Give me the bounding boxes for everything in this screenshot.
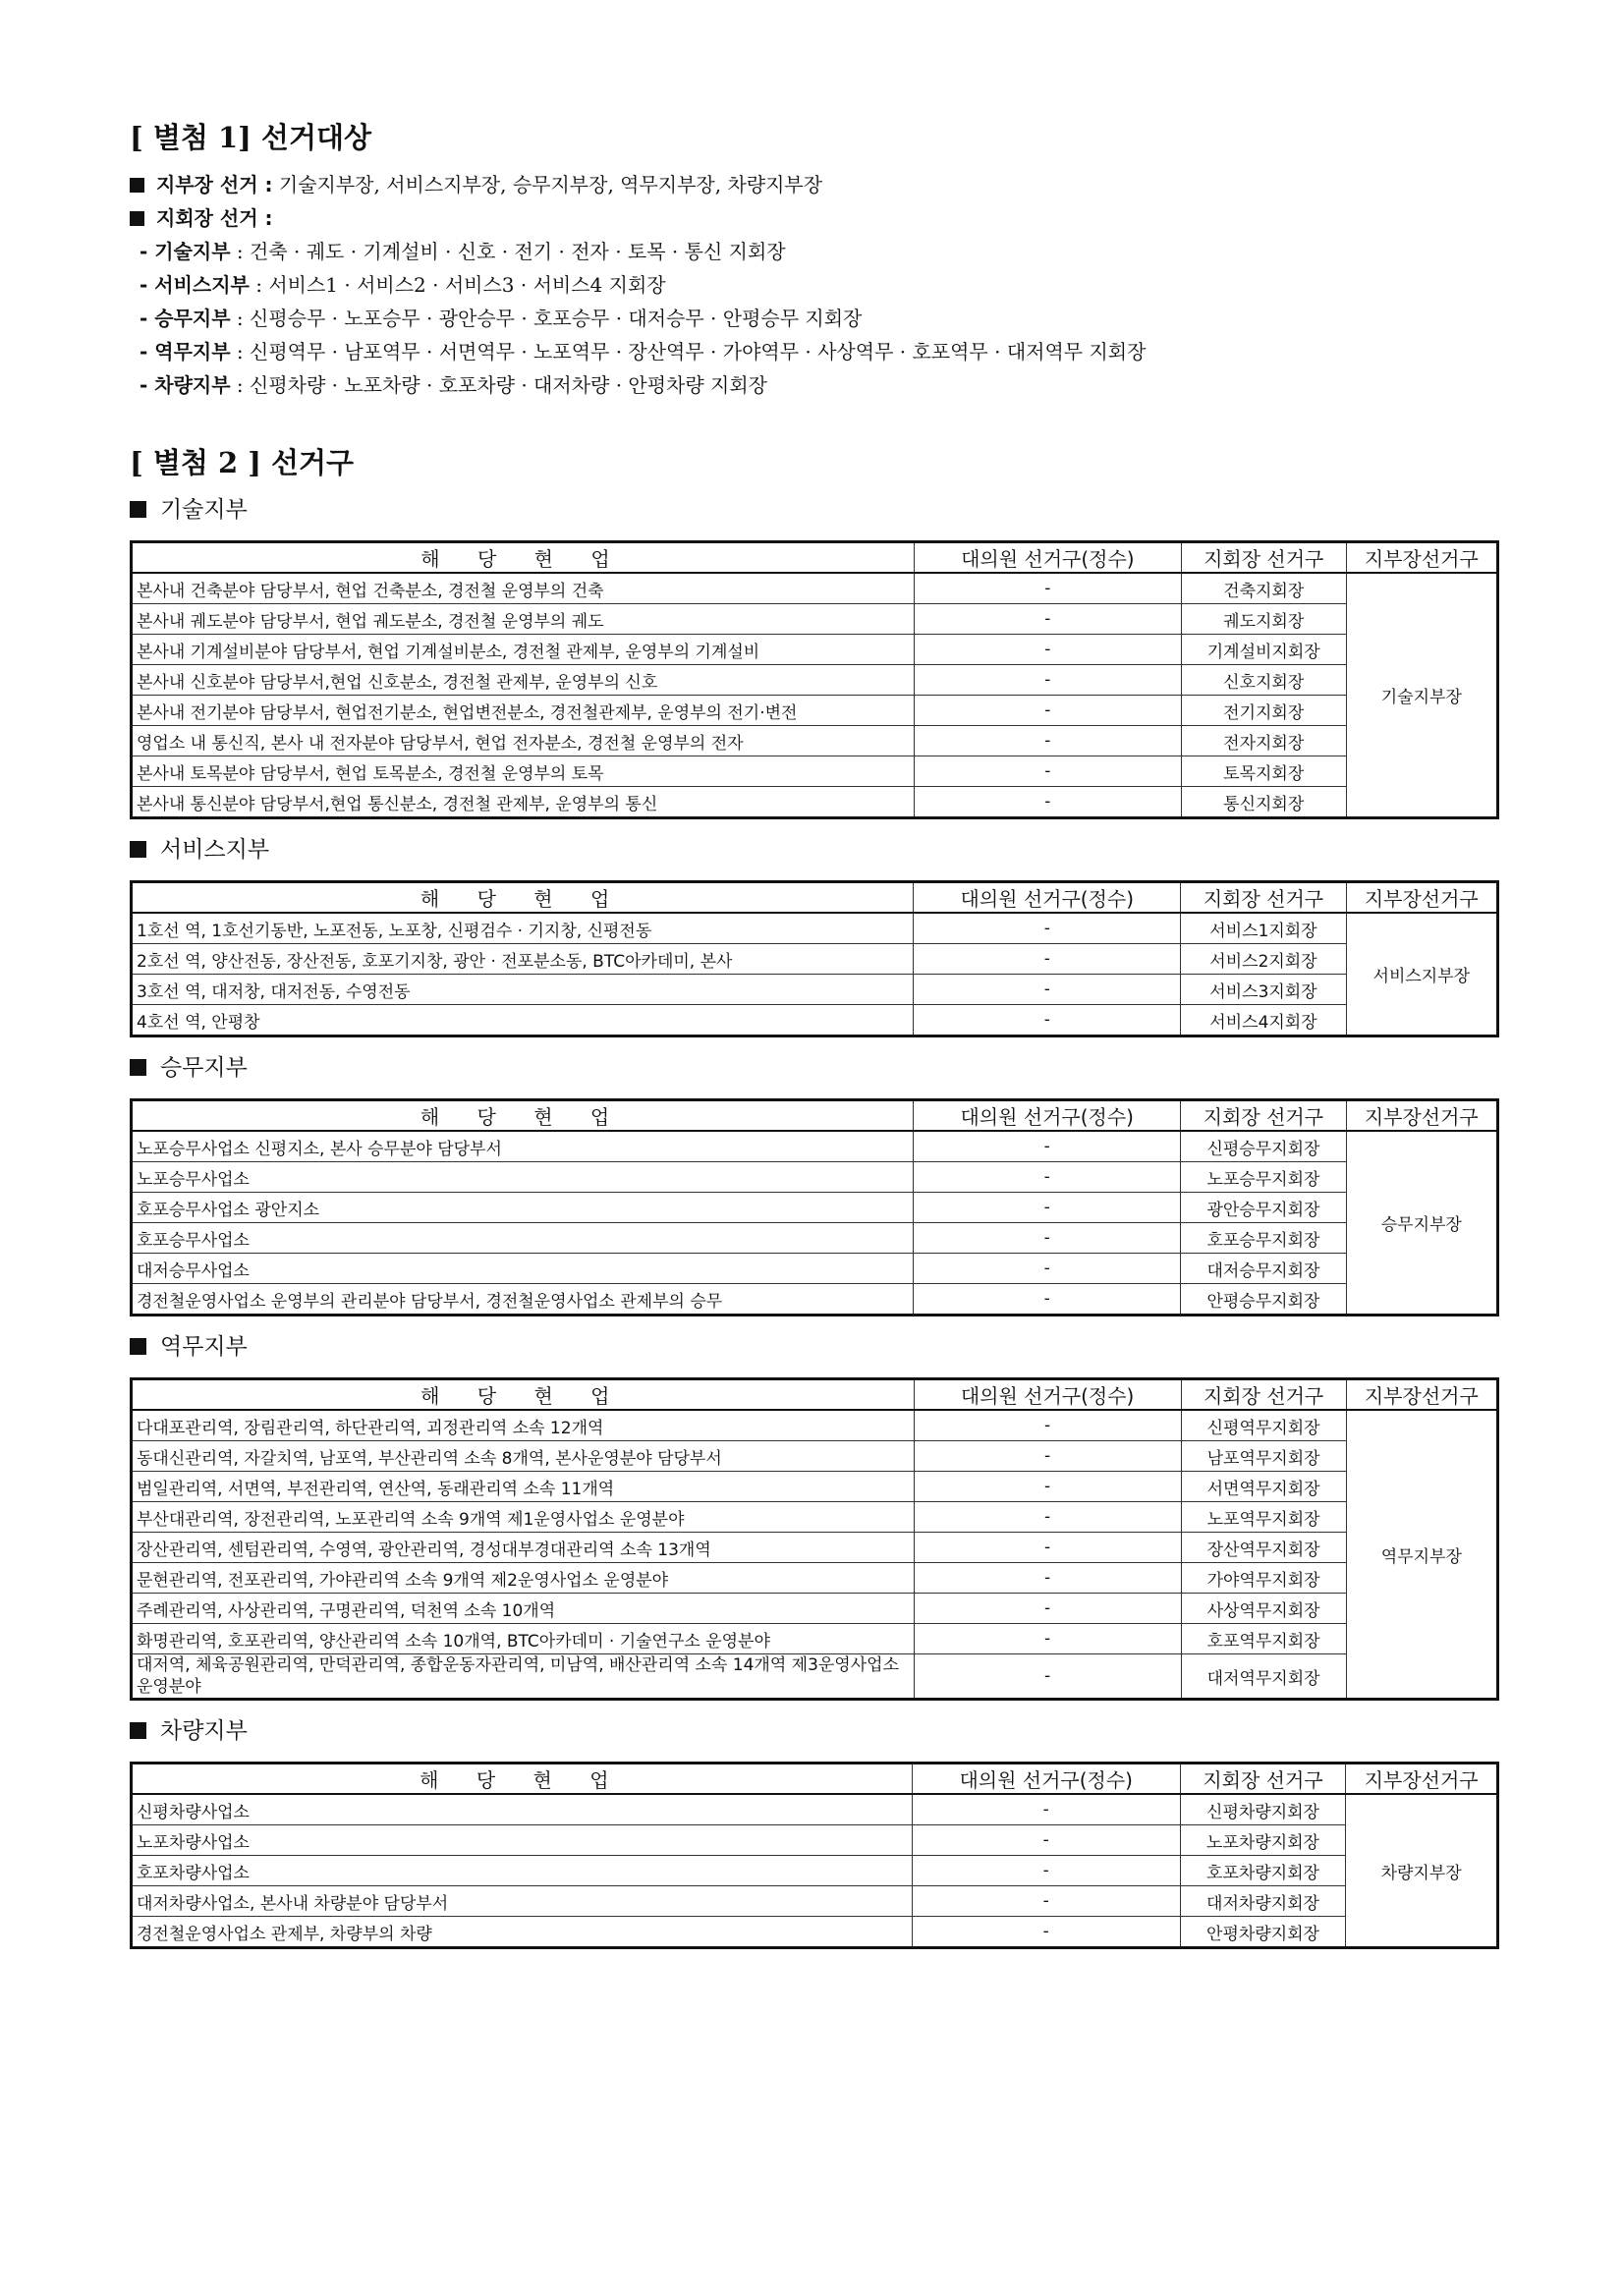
vice-election-label: 지부장 선거 : bbox=[156, 173, 273, 196]
table-row bbox=[132, 573, 1498, 604]
branch-cell: 기계설비지회장 bbox=[1181, 635, 1346, 665]
branch-cell: 안평차량지회장 bbox=[1180, 1917, 1346, 1948]
table-row bbox=[132, 1410, 1498, 1441]
seats-cell: - bbox=[914, 1284, 1181, 1316]
branch-name: - 역무지부 bbox=[140, 340, 231, 364]
field-cell: 노포승무사업소 bbox=[132, 1162, 914, 1193]
document-page bbox=[130, 116, 1505, 1963]
seats-cell: - bbox=[914, 1223, 1181, 1254]
table-row bbox=[132, 1624, 1498, 1654]
seats-cell: - bbox=[914, 1502, 1181, 1533]
field-cell: 본사내 기계설비분야 담당부서, 현업 기계설비분소, 경전철 관제부, 운영부의 기계설비 bbox=[132, 635, 915, 665]
district-table bbox=[130, 1377, 1499, 1701]
branch-cell: 서비스4지회장 bbox=[1181, 1005, 1346, 1036]
branch-cell: 전기지회장 bbox=[1181, 696, 1346, 726]
table-row bbox=[132, 1162, 1498, 1193]
table-row bbox=[132, 1131, 1498, 1162]
branch-cell: 전자지회장 bbox=[1181, 726, 1346, 756]
table-row bbox=[132, 1794, 1498, 1825]
vice-cell: 차량지부장 bbox=[1346, 1794, 1498, 1948]
branch-text: : 서비스1 · 서비스2 · 서비스3 · 서비스4 지회장 bbox=[249, 273, 666, 297]
seats-cell: - bbox=[914, 1441, 1181, 1472]
section-title bbox=[130, 1051, 1505, 1085]
table-row bbox=[132, 1502, 1498, 1533]
field-cell: 다대포관리역, 장림관리역, 하단관리역, 괴정관리역 소속 12개역 bbox=[132, 1410, 915, 1441]
field-cell: 호포승무사업소 광안지소 bbox=[132, 1193, 914, 1223]
branch-cell: 남포역무지회장 bbox=[1181, 1441, 1346, 1472]
seats-cell: - bbox=[914, 787, 1181, 818]
header-vice-district: 지부장선거구 bbox=[1346, 1379, 1497, 1411]
field-cell: 문현관리역, 전포관리역, 가야관리역 소속 9개역 제2운영사업소 운영분야 bbox=[132, 1563, 915, 1594]
vice-election-line bbox=[130, 168, 1505, 201]
seats-cell: - bbox=[914, 1162, 1181, 1193]
field-cell: 본사내 전기분야 담당부서, 현업전기분소, 현업변전분소, 경전철관제부, 운영부의 전기·변전 bbox=[132, 696, 915, 726]
table-header-row bbox=[132, 1379, 1498, 1411]
field-cell: 노포차량사업소 bbox=[132, 1825, 913, 1856]
field-cell: 본사내 통신분야 담당부서,현업 통신분소, 경전철 관제부, 운영부의 통신 bbox=[132, 787, 915, 818]
table-row bbox=[132, 1193, 1498, 1223]
branch-cell: 노포승무지회장 bbox=[1181, 1162, 1346, 1193]
section-title bbox=[130, 833, 1505, 867]
header-delegate-district: 대의원 선거구(정수) bbox=[912, 1764, 1180, 1795]
branch-cell: 신평차량지회장 bbox=[1180, 1794, 1346, 1825]
square-bullet-icon bbox=[130, 841, 146, 858]
branch-cell: 토목지회장 bbox=[1181, 756, 1346, 787]
branch-text: : 건축 · 궤도 · 기계설비 · 신호 · 전기 · 전자 · 토목 · 통신 지회장 bbox=[230, 240, 786, 263]
branch-election-label: 지회장 선거 : bbox=[156, 206, 273, 230]
header-branch-district: 지회장 선거구 bbox=[1181, 1379, 1346, 1411]
field-cell: 4호선 역, 안평창 bbox=[132, 1005, 914, 1036]
header-vice-district: 지부장선거구 bbox=[1346, 882, 1497, 914]
table-row bbox=[132, 913, 1498, 944]
field-cell: 본사내 토목분야 담당부서, 현업 토목분소, 경전철 운영부의 토목 bbox=[132, 756, 915, 787]
section-name: 승무지부 bbox=[160, 1055, 248, 1081]
seats-cell: - bbox=[914, 573, 1181, 604]
vice-cell: 승무지부장 bbox=[1346, 1131, 1497, 1316]
district-table bbox=[130, 540, 1499, 819]
header-branch-district: 지회장 선거구 bbox=[1180, 1764, 1346, 1795]
branch-cell: 가야역무지회장 bbox=[1181, 1563, 1346, 1594]
seats-cell: - bbox=[914, 604, 1181, 635]
attachment2-title: [ 별첨 2 ] 선거구 bbox=[130, 446, 355, 479]
branch-name: - 기술지부 bbox=[140, 240, 231, 263]
square-bullet-icon bbox=[130, 211, 144, 226]
seats-cell: - bbox=[914, 944, 1181, 975]
table-row bbox=[132, 1223, 1498, 1254]
table-header-row bbox=[132, 882, 1498, 914]
table-row bbox=[132, 1254, 1498, 1284]
branch-cell: 건축지회장 bbox=[1181, 573, 1346, 604]
branch-line bbox=[130, 268, 1505, 302]
seats-cell: - bbox=[914, 1131, 1181, 1162]
square-bullet-icon bbox=[130, 501, 146, 518]
seats-cell: - bbox=[914, 1594, 1181, 1624]
header-vice-district: 지부장선거구 bbox=[1346, 542, 1497, 574]
seats-cell: - bbox=[914, 1254, 1181, 1284]
field-cell: 1호선 역, 1호선기동반, 노포전동, 노포창, 신평검수 · 기지창, 신평전동 bbox=[132, 913, 914, 944]
branch-election-list bbox=[130, 235, 1505, 402]
header-vice-district: 지부장선거구 bbox=[1346, 1100, 1497, 1132]
branch-cell: 사상역무지회장 bbox=[1181, 1594, 1346, 1624]
seats-cell: - bbox=[914, 756, 1181, 787]
field-cell: 대저차량사업소, 본사내 차량분야 담당부서 bbox=[132, 1886, 913, 1917]
table-row bbox=[132, 1856, 1498, 1886]
field-cell: 본사내 궤도분야 담당부서, 현업 궤도분소, 경전철 운영부의 궤도 bbox=[132, 604, 915, 635]
branch-line bbox=[130, 335, 1505, 368]
branch-line bbox=[130, 235, 1505, 268]
field-cell: 신평차량사업소 bbox=[132, 1794, 913, 1825]
seats-cell: - bbox=[914, 913, 1181, 944]
vice-cell: 역무지부장 bbox=[1346, 1410, 1497, 1700]
seats-cell: - bbox=[914, 1654, 1181, 1700]
header-delegate-district: 대의원 선거구(정수) bbox=[914, 1379, 1181, 1411]
field-cell: 영업소 내 통신직, 본사 내 전자분야 담당부서, 현업 전자분소, 경전철 운영부의 전자 bbox=[132, 726, 915, 756]
square-bullet-icon bbox=[130, 1338, 146, 1355]
seats-cell: - bbox=[914, 665, 1181, 696]
seats-cell: - bbox=[914, 1410, 1181, 1441]
header-branch-district: 지회장 선거구 bbox=[1181, 1100, 1346, 1132]
header-field: 해 당 현 업 bbox=[132, 1764, 913, 1795]
field-cell: 호포승무사업소 bbox=[132, 1223, 914, 1254]
field-cell: 대저역, 체육공원관리역, 만덕관리역, 종합운동자관리역, 미남역, 배산관리역 소속 14개역 제3운영사업소 운영분야 bbox=[132, 1654, 915, 1700]
table-header-row bbox=[132, 1764, 1498, 1795]
field-cell: 화명관리역, 호포관리역, 양산관리역 소속 10개역, BTC아카데미 · 기술연구소 운영분야 bbox=[132, 1624, 915, 1654]
district-table bbox=[130, 880, 1499, 1037]
branch-cell: 신호지회장 bbox=[1181, 665, 1346, 696]
branch-cell: 안평승무지회장 bbox=[1181, 1284, 1346, 1316]
seats-cell: - bbox=[912, 1856, 1180, 1886]
branch-cell: 대저역무지회장 bbox=[1181, 1654, 1346, 1700]
seats-cell: - bbox=[912, 1794, 1180, 1825]
table-row bbox=[132, 756, 1498, 787]
field-cell: 경전철운영사업소 운영부의 관리분야 담당부서, 경전철운영사업소 관제부의 승무 bbox=[132, 1284, 914, 1316]
section-name: 서비스지부 bbox=[160, 837, 270, 863]
branch-cell: 신평역무지회장 bbox=[1181, 1410, 1346, 1441]
seats-cell: - bbox=[914, 726, 1181, 756]
header-vice-district: 지부장선거구 bbox=[1346, 1764, 1498, 1795]
seats-cell: - bbox=[912, 1886, 1180, 1917]
seats-cell: - bbox=[912, 1825, 1180, 1856]
seats-cell: - bbox=[914, 1533, 1181, 1563]
square-bullet-icon bbox=[130, 178, 144, 193]
branch-cell: 대저차량지회장 bbox=[1180, 1886, 1346, 1917]
branch-cell: 서비스1지회장 bbox=[1181, 913, 1346, 944]
district-table bbox=[130, 1762, 1499, 1949]
field-cell: 3호선 역, 대저창, 대저전동, 수영전동 bbox=[132, 975, 914, 1005]
branch-cell: 광안승무지회장 bbox=[1181, 1193, 1346, 1223]
table-row bbox=[132, 1654, 1498, 1700]
field-cell: 대저승무사업소 bbox=[132, 1254, 914, 1284]
header-delegate-district: 대의원 선거구(정수) bbox=[914, 1100, 1181, 1132]
table-row bbox=[132, 1825, 1498, 1856]
branch-line bbox=[130, 302, 1505, 335]
branch-cell: 호포승무지회장 bbox=[1181, 1223, 1346, 1254]
vice-cell: 기술지부장 bbox=[1346, 573, 1497, 818]
field-cell: 부산대관리역, 장전관리역, 노포관리역 소속 9개역 제1운영사업소 운영분야 bbox=[132, 1502, 915, 1533]
field-cell: 경전철운영사업소 관제부, 차량부의 차량 bbox=[132, 1917, 913, 1948]
table-row bbox=[132, 665, 1498, 696]
branch-election-line bbox=[130, 201, 1505, 235]
seats-cell: - bbox=[914, 1563, 1181, 1594]
table-row bbox=[132, 604, 1498, 635]
district-table bbox=[130, 1098, 1499, 1316]
branch-cell: 궤도지회장 bbox=[1181, 604, 1346, 635]
section-title bbox=[130, 1714, 1505, 1748]
branch-cell: 장산역무지회장 bbox=[1181, 1533, 1346, 1563]
vice-cell: 서비스지부장 bbox=[1346, 913, 1497, 1036]
table-row bbox=[132, 635, 1498, 665]
seats-cell: - bbox=[914, 635, 1181, 665]
header-branch-district: 지회장 선거구 bbox=[1181, 542, 1346, 574]
seats-cell: - bbox=[914, 1472, 1181, 1502]
table-row bbox=[132, 975, 1498, 1005]
branch-cell: 호포역무지회장 bbox=[1181, 1624, 1346, 1654]
table-header-row bbox=[132, 1100, 1498, 1132]
branch-name: - 승무지부 bbox=[140, 307, 231, 330]
attachment1-title: [ 별첨 1] 선거대상 bbox=[130, 121, 371, 154]
field-cell: 본사내 건축분야 담당부서, 현업 건축분소, 경전철 운영부의 건축 bbox=[132, 573, 915, 604]
table-row bbox=[132, 1284, 1498, 1316]
branch-cell: 대저승무지회장 bbox=[1181, 1254, 1346, 1284]
table-row bbox=[132, 944, 1498, 975]
seats-cell: - bbox=[914, 696, 1181, 726]
header-field: 해 당 현 업 bbox=[132, 882, 914, 914]
field-cell: 장산관리역, 센텀관리역, 수영역, 광안관리역, 경성대부경대관리역 소속 13개역 bbox=[132, 1533, 915, 1563]
vice-election-text: 기술지부장, 서비스지부장, 승무지부장, 역무지부장, 차량지부장 bbox=[272, 173, 823, 196]
header-delegate-district: 대의원 선거구(정수) bbox=[914, 882, 1181, 914]
branch-cell: 서면역무지회장 bbox=[1181, 1472, 1346, 1502]
branch-cell: 노포차량지회장 bbox=[1180, 1825, 1346, 1856]
table-row bbox=[132, 726, 1498, 756]
field-cell: 노포승무사업소 신평지소, 본사 승무분야 담당부서 bbox=[132, 1131, 914, 1162]
section-name: 차량지부 bbox=[160, 1718, 248, 1744]
branch-cell: 통신지회장 bbox=[1181, 787, 1346, 818]
table-row bbox=[132, 1563, 1498, 1594]
section-name: 역무지부 bbox=[160, 1334, 248, 1360]
header-delegate-district: 대의원 선거구(정수) bbox=[914, 542, 1181, 574]
header-field: 해 당 현 업 bbox=[132, 542, 915, 574]
branch-cell: 신평승무지회장 bbox=[1181, 1131, 1346, 1162]
field-cell: 범일관리역, 서면역, 부전관리역, 연산역, 동래관리역 소속 11개역 bbox=[132, 1472, 915, 1502]
field-cell: 주례관리역, 사상관리역, 구명관리역, 덕천역 소속 10개역 bbox=[132, 1594, 915, 1624]
field-cell: 본사내 신호분야 담당부서,현업 신호분소, 경전철 관제부, 운영부의 신호 bbox=[132, 665, 915, 696]
section-title bbox=[130, 493, 1505, 527]
table-row bbox=[132, 696, 1498, 726]
table-row bbox=[132, 1533, 1498, 1563]
section-title bbox=[130, 1330, 1505, 1364]
branch-name: - 차량지부 bbox=[140, 373, 231, 397]
branch-text: : 신평역무 · 남포역무 · 서면역무 · 노포역무 · 장산역무 · 가야역무 · 사상역무 · 호포역무 · 대저역무 지회장 bbox=[230, 340, 1147, 364]
table-row bbox=[132, 1472, 1498, 1502]
table-row bbox=[132, 787, 1498, 818]
square-bullet-icon bbox=[130, 1059, 146, 1076]
field-cell: 2호선 역, 양산전동, 장산전동, 호포기지창, 광안 · 전포분소동, BTC아카데미, 본사 bbox=[132, 944, 914, 975]
table-row bbox=[132, 1594, 1498, 1624]
branch-cell: 서비스3지회장 bbox=[1181, 975, 1346, 1005]
seats-cell: - bbox=[914, 1624, 1181, 1654]
branch-cell: 호포차량지회장 bbox=[1180, 1856, 1346, 1886]
seats-cell: - bbox=[914, 1005, 1181, 1036]
square-bullet-icon bbox=[130, 1722, 146, 1739]
district-sections bbox=[130, 493, 1505, 1949]
section-name: 기술지부 bbox=[160, 497, 248, 523]
header-field: 해 당 현 업 bbox=[132, 1100, 914, 1132]
branch-line bbox=[130, 368, 1505, 402]
seats-cell: - bbox=[914, 975, 1181, 1005]
branch-name: - 서비스지부 bbox=[140, 273, 250, 297]
header-branch-district: 지회장 선거구 bbox=[1181, 882, 1346, 914]
seats-cell: - bbox=[912, 1917, 1180, 1948]
branch-text: : 신평차량 · 노포차량 · 호포차량 · 대저차량 · 안평차량 지회장 bbox=[230, 373, 768, 397]
table-row bbox=[132, 1441, 1498, 1472]
table-row bbox=[132, 1886, 1498, 1917]
branch-text: : 신평승무 · 노포승무 · 광안승무 · 호포승무 · 대저승무 · 안평승무 지회장 bbox=[230, 307, 863, 330]
table-header-row bbox=[132, 542, 1498, 574]
seats-cell: - bbox=[914, 1193, 1181, 1223]
table-row bbox=[132, 1917, 1498, 1948]
field-cell: 호포차량사업소 bbox=[132, 1856, 913, 1886]
table-row bbox=[132, 1005, 1498, 1036]
header-field: 해 당 현 업 bbox=[132, 1379, 915, 1411]
field-cell: 동대신관리역, 자갈치역, 남포역, 부산관리역 소속 8개역, 본사운영분야 담당부서 bbox=[132, 1441, 915, 1472]
branch-cell: 노포역무지회장 bbox=[1181, 1502, 1346, 1533]
branch-cell: 서비스2지회장 bbox=[1181, 944, 1346, 975]
